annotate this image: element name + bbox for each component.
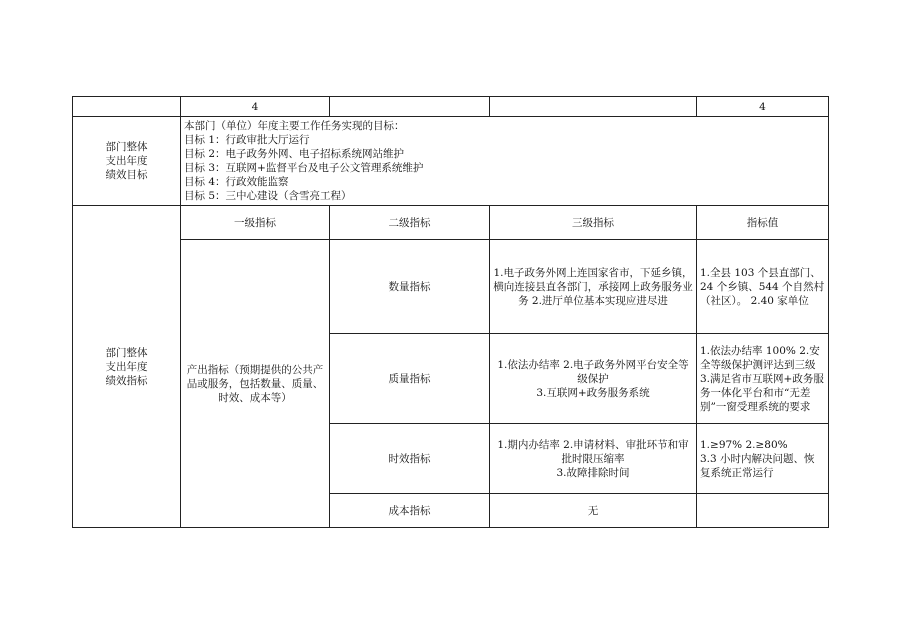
top-row-blank <box>490 97 697 117</box>
level3-cell: 1.依法办结率 2.电子政务外网平台安全等级保护 3.互联网+政务服务系统 <box>490 334 697 424</box>
header-level1: 一级指标 <box>181 206 330 240</box>
value-cell: 1.全县 103 个县直部门、24 个乡镇、544 个自然村（社区）。 2.40 家单位 <box>697 240 829 334</box>
level2-cell: 成本指标 <box>330 494 490 528</box>
header-level3: 三级指标 <box>490 206 697 240</box>
goals-content <box>181 117 829 206</box>
level2-cell: 时效指标 <box>330 424 490 494</box>
value-cell: 1.依法办结率 100% 2.安全等级保护测评达到三级 3.满足省市互联网+政务服务一体化平台和市“无差别”一窗受理系统的要求 <box>697 334 829 424</box>
value-cell: 1.≥97% 2.≥80% 3.3 小时内解决问题、恢复系统正常运行 <box>697 424 829 494</box>
indicators-label: 部门整体 支出年度 绩效指标 <box>73 206 181 528</box>
top-row-blank <box>330 97 490 117</box>
goal-item: 目标 4：行政效能监察 <box>184 176 289 188</box>
header-level2: 二级指标 <box>330 206 490 240</box>
level3-cell: 1.期内办结率 2.申请材料、审批环节和审批时限压缩率 3.故障排除时间 <box>490 424 697 494</box>
level2-cell: 数量指标 <box>330 240 490 334</box>
table-row <box>73 206 829 240</box>
top-row-value: 4 <box>181 97 330 117</box>
table-row <box>73 117 829 206</box>
header-value: 指标值 <box>697 206 829 240</box>
level2-cell: 质量指标 <box>330 334 490 424</box>
top-row-blank <box>73 97 181 117</box>
goal-item: 目标 3：互联网+监督平台及电子公文管理系统维护 <box>184 162 424 174</box>
level3-cell: 1.电子政务外网上连国家省市，下延乡镇，横向连接县直各部门，承接网上政务服务业务 2.进厅单位基本实现应进尽进 <box>490 240 697 334</box>
value-cell <box>697 494 829 528</box>
level1-output: 产出指标（预期提供的公共产品或服务，包括数量、质量、时效、成本等） <box>181 240 330 528</box>
goal-item: 目标 1：行政审批大厅运行 <box>184 134 310 146</box>
table-row <box>73 240 829 334</box>
table-row <box>73 97 829 117</box>
performance-table <box>72 96 829 528</box>
top-row-value: 4 <box>697 97 829 117</box>
goals-label: 部门整体 支出年度 绩效目标 <box>73 117 181 206</box>
goal-item: 目标 2：电子政务外网、电子招标系统网站维护 <box>184 148 405 160</box>
level3-cell: 无 <box>490 494 697 528</box>
goals-intro: 本部门（单位）年度主要工作任务实现的目标： <box>184 120 405 132</box>
goal-item: 目标 5：三中心建设（含雪亮工程） <box>184 190 352 202</box>
